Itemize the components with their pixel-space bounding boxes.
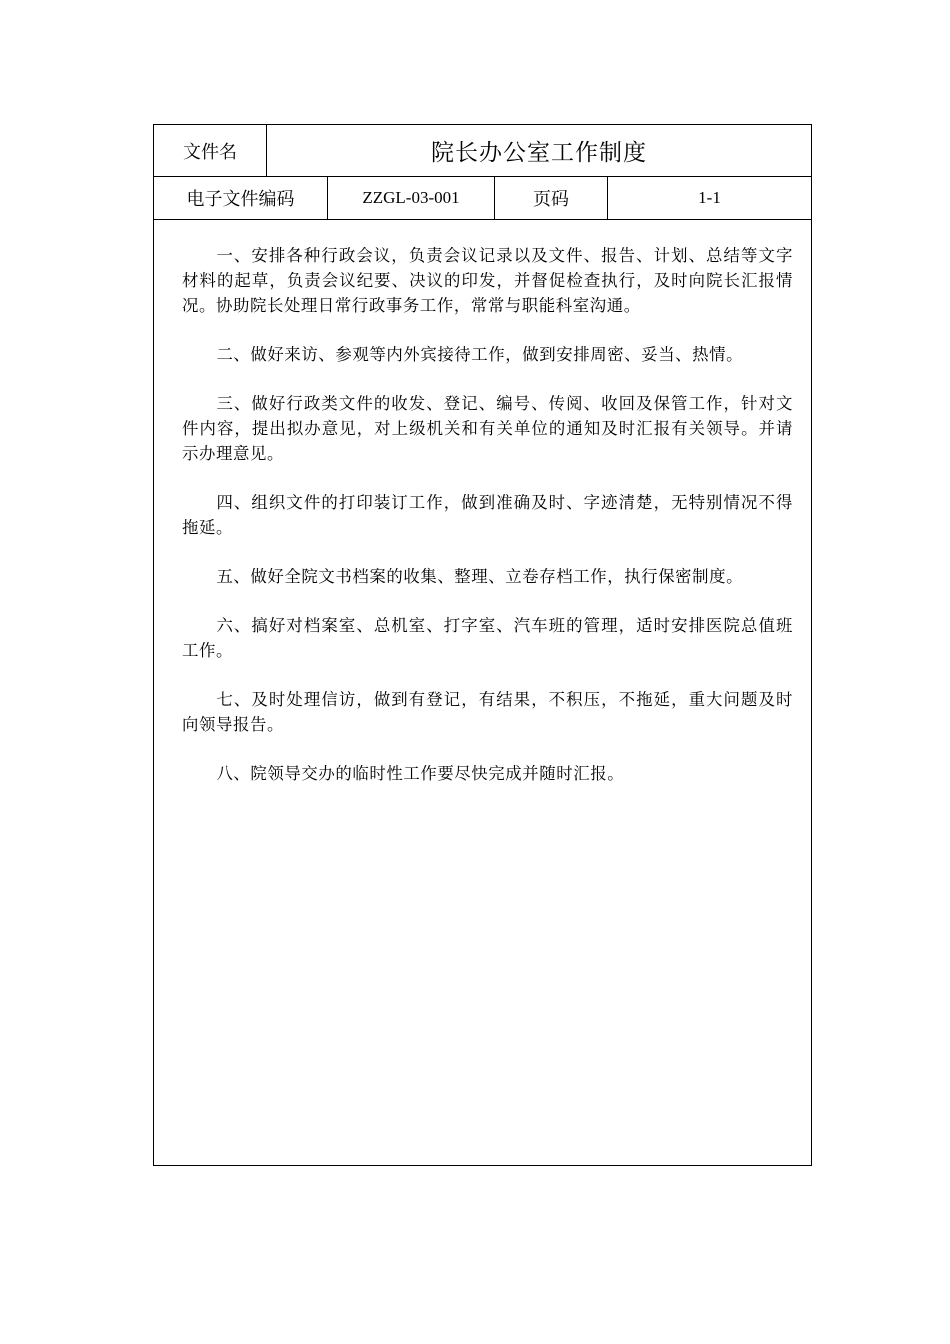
- paragraph-5: 五、做好全院文书档案的收集、整理、立卷存档工作，执行保密制度。: [216, 567, 744, 586]
- page-label: 页码: [495, 177, 608, 219]
- paragraph-8: 八、院领导交办的临时性工作要尽快完成并随时汇报。: [216, 764, 625, 783]
- code-label: 电子文件编码: [154, 177, 328, 219]
- code-value: ZZGL-03-001: [328, 177, 495, 219]
- document-form: [153, 124, 812, 1166]
- paragraph-6: 六、搞好对档案室、总机室、打字室、汽车班的管理，适时安排医院总值班工作。: [182, 616, 793, 660]
- paragraph-7: 七、及时处理信访，做到有登记，有结果，不积压，不拖延，重大问题及时向领导报告。: [182, 690, 793, 734]
- header-row-code: [154, 177, 811, 220]
- paragraph-3: 三、做好行政类文件的收发、登记、编号、传阅、收回及保管工作，针对文件内容，提出拟办意见，对上级机关和有关单位的通知及时汇报有关领导。并请示办理意见。: [182, 394, 793, 463]
- file-name-label: 文件名: [154, 125, 267, 176]
- header-row-title: [154, 125, 811, 177]
- document-body: [182, 243, 793, 810]
- paragraph-2: 二、做好来访、参观等内外宾接待工作，做到安排周密、妥当、热情。: [216, 345, 744, 364]
- paragraph-1: 一、安排各种行政会议，负责会议记录以及文件、报告、计划、总结等文字材料的起草，负责会议纪要、决议的印发，并督促检查执行，及时向院长汇报情况。协助院长处理日常行政事务工作，常常与职能科室沟通。: [182, 246, 793, 315]
- paragraph-4: 四、组织文件的打印装订工作，做到准确及时、字迹清楚，无特别情况不得拖延。: [182, 493, 793, 537]
- page-value: 1-1: [698, 188, 721, 207]
- document-title: 院长办公室工作制度: [431, 140, 647, 166]
